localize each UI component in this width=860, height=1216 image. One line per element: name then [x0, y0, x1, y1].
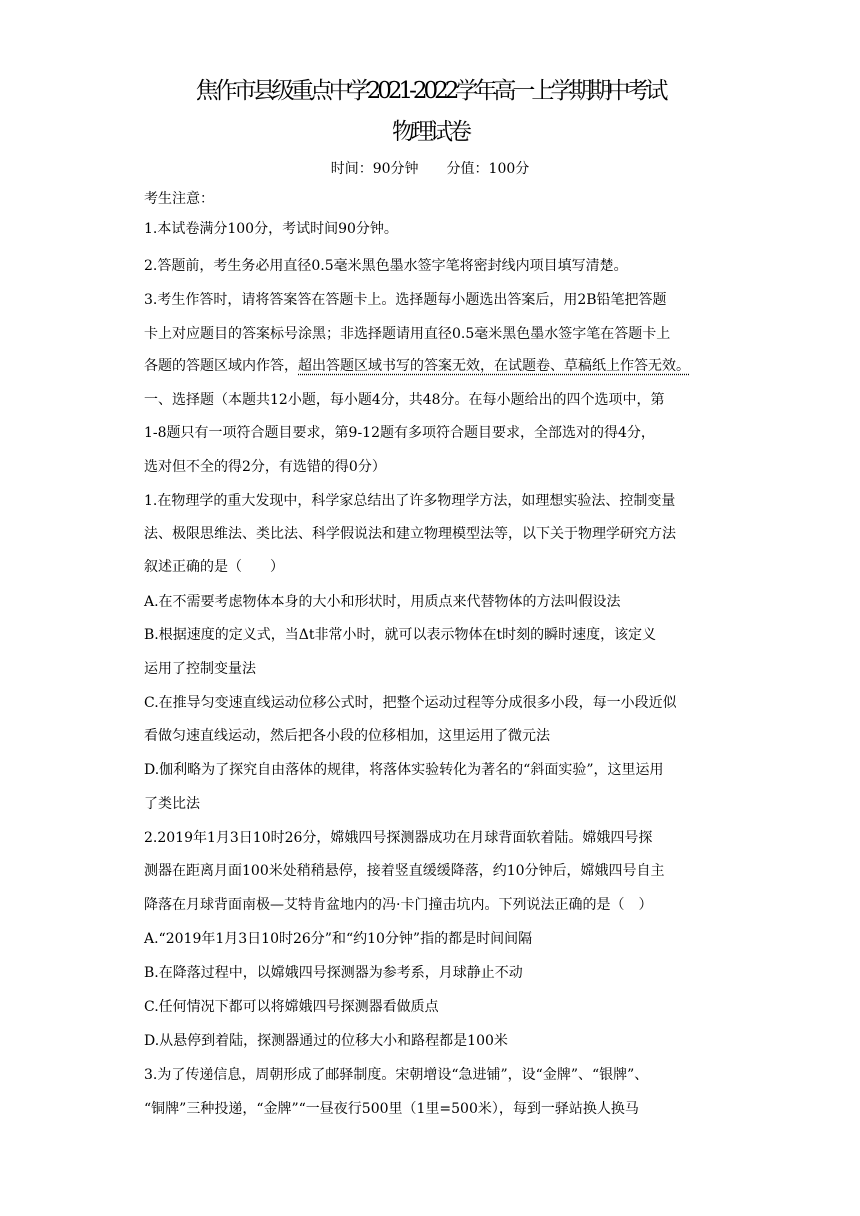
q2-stem-line-1: 2.2019年1月3日10时26分，嫦娥四号探测器成功在月球背面软着陆。嫦娥四号探	[144, 830, 653, 846]
q1-stem-line-2: 法、极限思维法、类比法、科学假说法和建立物理模型法等，以下关于物理学研究方法	[144, 526, 676, 542]
section-1-intro-line-3: 选对但不全的得2分，有选错的得0分）	[144, 459, 386, 475]
exam-meta	[0, 159, 860, 179]
q2-stem-line-3: 降落在月球背面南极—艾特肯盆地内的冯·卡门撞击坑内。下列说法正确的是（ ）	[144, 897, 653, 913]
q1-option-b-line-2: 运用了控制变量法	[144, 661, 256, 677]
notice-item-1: 1.本试卷满分100分，考试时间90分钟。	[144, 221, 398, 237]
q1-option-b-line-1: B.根据速度的定义式，当Δt非常小时，就可以表示物体在t时刻的瞬时速度，该定义	[144, 627, 657, 643]
q1-stem-line-1: 1.在物理学的重大发现中，科学家总结出了许多物理学方法，如理想实验法、控制变量	[144, 493, 676, 509]
time-label: 时间：90分钟	[330, 161, 419, 177]
q3-stem-line-2: “铜牌”三种投递，“金牌”“一昼夜行500里（1里=500米），每到一驿站换人换马	[144, 1101, 639, 1117]
notice-item-3-line-2: 卡上对应题目的答案标号涂黑；非选择题请用直径0.5毫米黑色墨水签字笔在答题卡上	[144, 326, 671, 342]
notice-item-3-line-1: 3.考生作答时，请将答案答在答题卡上。选择题每小题选出答案后，用2B铅笔把答题	[144, 292, 667, 308]
notice-item-3-plain: 各题的答题区域内作答，	[144, 358, 298, 374]
notice-heading: 考生注意：	[144, 191, 214, 207]
q2-option-c: C.任何情况下都可以将嫦娥四号探测器看做质点	[144, 999, 439, 1015]
notice-item-3-line-3	[144, 356, 724, 376]
q1-option-c-line-1: C.在推导匀变速直线运动位移公式时，把整个运动过程等分成很多小段，每一小段近似	[144, 695, 677, 711]
q1-option-a: A.在不需要考虑物体本身的大小和形状时，用质点来代替物体的方法叫假设法	[144, 594, 621, 610]
q2-option-d: D.从悬停到着陆，探测器通过的位移大小和路程都是100米	[144, 1033, 508, 1049]
q2-option-a: A.“2019年1月3日10时26分”和“约10分钟”指的都是时间间隔	[144, 931, 533, 947]
score-label: 分值：100分	[446, 161, 530, 177]
section-1-intro-line-2: 1-8题只有一项符合题目要求，第9-12题有多项符合题目要求，全部选对的得4分，	[144, 425, 655, 441]
notice-item-2: 2.答题前，考生务必用直径0.5毫米黑色墨水签字笔将密封线内项目填写清楚。	[144, 258, 628, 274]
exam-subject: 物理试卷	[392, 119, 468, 145]
section-1-intro-line-1: 一、选择题（本题共12小题，每小题4分，共48分。在每小题给出的四个选项中，第	[144, 392, 665, 408]
q1-stem-line-3: 叙述正确的是（ ）	[144, 559, 284, 575]
exam-title: 焦作市县级重点中学2021-2022学年高一上学期期中考试	[195, 78, 665, 104]
notice-item-3-emphasis: 超出答题区域书写的答案无效，在试题卷、草稿纸上作答无效。	[298, 358, 690, 374]
q1-option-d-line-2: 了类比法	[144, 796, 200, 812]
q1-option-d-line-1: D.伽利略为了探究自由落体的规律，将落体实验转化为著名的“斜面实验”，这里运用	[144, 762, 664, 778]
q1-option-c-line-2: 看做匀速直线运动，然后把各小段的位移相加，这里运用了微元法	[144, 728, 550, 744]
q2-option-b: B.在降落过程中，以嫦娥四号探测器为参考系，月球静止不动	[144, 965, 523, 981]
q2-stem-line-2: 测器在距离月面100米处稍稍悬停，接着竖直缓缓降落，约10分钟后，嫦娥四号自主	[144, 863, 665, 879]
q3-stem-line-1: 3.为了传递信息，周朝形成了邮驿制度。宋朝增设“急进铺”，设“金牌”、“银牌”、	[144, 1067, 649, 1083]
